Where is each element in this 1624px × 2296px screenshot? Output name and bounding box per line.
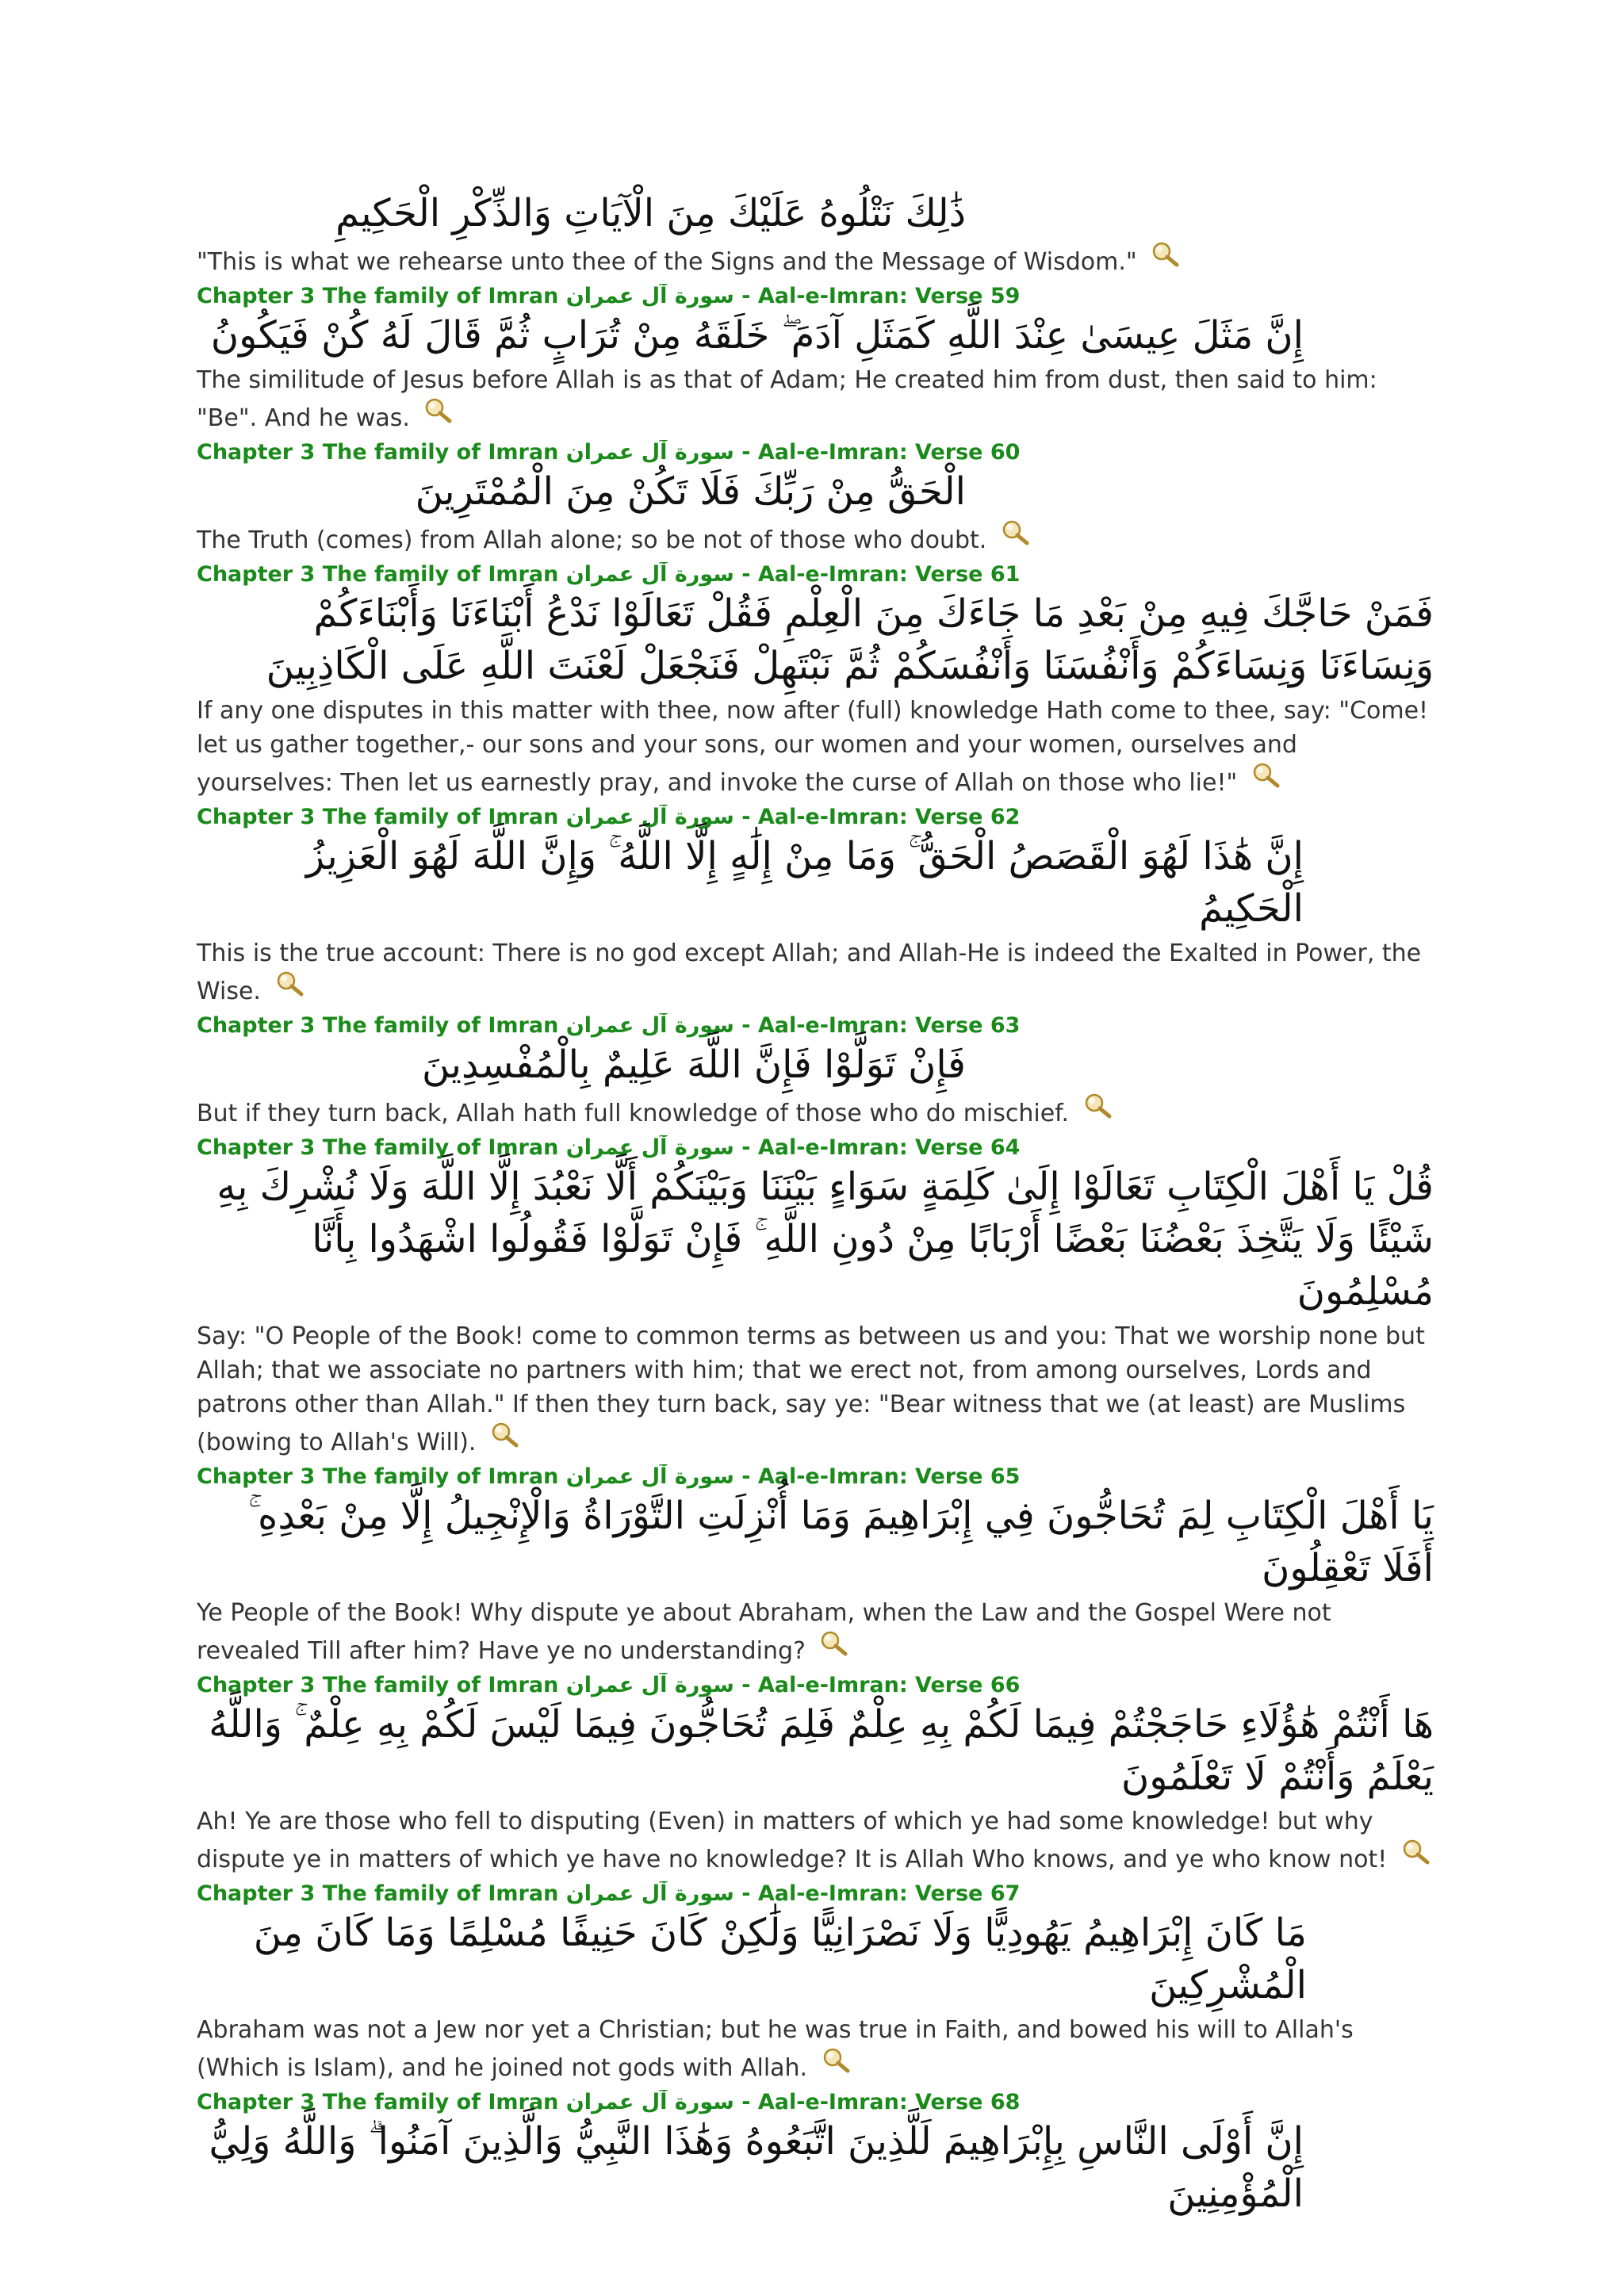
magnifier-icon[interactable] bbox=[1083, 1093, 1113, 1119]
translation-body: If any one disputes in this matter with thee, now after (full) knowledge Hath come to thee, say: "Come! let us gather together,- our sons and your sons, our women and your women, ourselves and yourselves: Then let us earnestly pray, and invoke the curse of Allah on those who lie!" bbox=[197, 697, 1429, 797]
translation-body: But if they turn back, Allah hath full knowledge of those who do mischief. bbox=[197, 1100, 1070, 1127]
arabic-verse-text: قُلْ يَا أَهْلَ الْكِتَابِ تَعَالَوْا إِلَىٰ كَلِمَةٍ سَوَاءٍ بَيْنَنَا وَبَيْنَكُمْ أَلَّا نَعْبُدَ إِلَّا اللَّهَ وَلَا نُشْرِكَ بِهِ شَيْئًا وَلَا يَتَّخِذَ بَعْضُنَا بَعْضًا أَرْبَابًا مِنْ دُونِ اللَّهِ ۚ فَإِنْ تَوَلَّوْا فَقُولُوا اشْهَدُوا بِأَنَّا مُسْلِمُونَ bbox=[216, 1165, 1434, 1314]
translation-body: Ah! Ye are those who fell to disputing (Even) in matters of which ye had some knowledge! but why dispute ye in matters of which ye have no knowledge? It is Allah Who knows, and ye who know not! bbox=[197, 1808, 1388, 1873]
surah-arabic-name: سورة آل عمران bbox=[565, 1464, 734, 1489]
arabic-verse-text: إِنَّ مَثَلَ عِيسَىٰ عِنْدَ اللَّهِ كَمَثَلِ آدَمَ ۖ خَلَقَهُ مِنْ تُرَابٍ ثُمَّ قَالَ لَهُ كُنْ فَيَكُونُ bbox=[210, 313, 1304, 358]
translation-body: This is the true account: There is no god except Allah; and Allah-He is indeed the Exalted in Power, the Wise. bbox=[197, 939, 1422, 1005]
chapter-title: Chapter 3 The family of Imran bbox=[197, 1881, 559, 1906]
magnifier-icon[interactable] bbox=[1401, 1839, 1431, 1866]
arabic-verse-text: الْحَقُّ مِنْ رَبِّكَ فَلَا تَكُنْ مِنَ الْمُمْتَرِينَ bbox=[415, 469, 966, 514]
surah-arabic-name: سورة آل عمران bbox=[565, 440, 734, 465]
translation-text bbox=[197, 936, 1434, 1008]
magnifier-icon[interactable] bbox=[423, 397, 454, 424]
verse-label: - Aal-e-Imran: Verse bbox=[741, 562, 983, 587]
chapter-title: Chapter 3 The family of Imran bbox=[197, 1013, 559, 1038]
verse-64 bbox=[197, 1135, 1434, 1460]
arabic-verse-text: مَا كَانَ إِبْرَاهِيمُ يَهُودِيًّا وَلَا نَصْرَانِيًّا وَلَٰكِنْ كَانَ حَنِيفًا مُسْلِمًا وَمَا كَانَ مِنَ الْمُشْرِكِينَ bbox=[253, 1911, 1307, 2007]
verse-number: 61 bbox=[990, 562, 1021, 587]
verse-number: 59 bbox=[990, 284, 1021, 308]
translation-text bbox=[197, 519, 1434, 557]
verse-label: - Aal-e-Imran: Verse bbox=[741, 284, 983, 308]
verse-label: - Aal-e-Imran: Verse bbox=[741, 2090, 983, 2114]
magnifier-icon[interactable] bbox=[819, 1630, 849, 1657]
verse-number: 60 bbox=[990, 440, 1021, 465]
translation-body: Say: "O People of the Book! come to common terms as between us and you: That we worship none but Allah; that we associate no partners with him; that we erect not, from among ourselves, Lords and patrons other than Allah." If then they turn back, say ye: "Bear witness that we (at least) are Muslims (bowing to Allah's Will). bbox=[197, 1322, 1425, 1456]
verse-number: 67 bbox=[990, 1881, 1021, 1906]
verse-label: - Aal-e-Imran: Verse bbox=[741, 1013, 983, 1038]
verse-60 bbox=[197, 440, 1434, 557]
surah-arabic-name: سورة آل عمران bbox=[565, 805, 734, 829]
chapter-header bbox=[197, 284, 1434, 309]
chapter-header bbox=[197, 2090, 1434, 2115]
chapter-header bbox=[197, 562, 1434, 587]
verse-67 bbox=[197, 1881, 1434, 2085]
translation-text bbox=[197, 241, 1434, 279]
magnifier-icon[interactable] bbox=[275, 970, 305, 997]
surah-arabic-name: سورة آل عمران bbox=[565, 2090, 734, 2114]
chapter-header bbox=[197, 440, 1434, 465]
verse-65 bbox=[197, 1464, 1434, 1668]
chapter-title: Chapter 3 The family of Imran bbox=[197, 1673, 559, 1697]
surah-arabic-name: سورة آل عمران bbox=[565, 1013, 734, 1038]
verse-68 bbox=[197, 2090, 1434, 2220]
verse-number: 65 bbox=[990, 1464, 1021, 1489]
verse-label: - Aal-e-Imran: Verse bbox=[741, 1135, 983, 1160]
arabic-verse-text: إِنَّ أَوْلَى النَّاسِ بِإِبْرَاهِيمَ لَلَّذِينَ اتَّبَعُوهُ وَهَٰذَا النَّبِيُّ وَالَّذِينَ آمَنُوا ۗ وَاللَّهُ وَلِيُّ الْمُؤْمِنِينَ bbox=[209, 2119, 1304, 2216]
chapter-header bbox=[197, 1135, 1434, 1161]
surah-arabic-name: سورة آل عمران bbox=[565, 562, 734, 587]
chapter-header bbox=[197, 1464, 1434, 1490]
verse-label: - Aal-e-Imran: Verse bbox=[741, 440, 983, 465]
magnifier-icon[interactable] bbox=[1001, 519, 1031, 546]
verse-62 bbox=[197, 805, 1434, 1008]
chapter-title: Chapter 3 The family of Imran bbox=[197, 2090, 559, 2114]
translation-text bbox=[197, 363, 1434, 435]
translation-body: The Truth (comes) from Allah alone; so be not of those who doubt. bbox=[197, 526, 987, 554]
chapter-title: Chapter 3 The family of Imran bbox=[197, 1464, 559, 1489]
arabic-verse-text: إِنَّ هَٰذَا لَهُوَ الْقَصَصُ الْحَقُّ ۚ وَمَا مِنْ إِلَٰهٍ إِلَّا اللَّهُ ۚ وَإِنَّ اللَّهَ لَهُوَ الْعَزِيزُ الْحَكِيمُ bbox=[305, 834, 1304, 931]
chapter-header bbox=[197, 805, 1434, 830]
verse-label: - Aal-e-Imran: Verse bbox=[741, 1673, 983, 1697]
magnifier-icon[interactable] bbox=[1251, 762, 1281, 789]
chapter-header bbox=[197, 1013, 1434, 1039]
chapter-header bbox=[197, 1673, 1434, 1698]
magnifier-icon[interactable] bbox=[1151, 241, 1181, 268]
translation-body: "This is what we rehearse unto thee of the Signs and the Message of Wisdom." bbox=[197, 248, 1137, 276]
verse-61 bbox=[197, 562, 1434, 800]
verse-59 bbox=[197, 284, 1434, 435]
arabic-verse-text: ذَٰلِكَ نَتْلُوهُ عَلَيْكَ مِنَ الْآيَاتِ وَالذِّكْرِ الْحَكِيمِ bbox=[335, 191, 966, 235]
verse-label: - Aal-e-Imran: Verse bbox=[741, 1881, 983, 1906]
arabic-verse-text: فَمَنْ حَاجَّكَ فِيهِ مِنْ بَعْدِ مَا جَاءَكَ مِنَ الْعِلْمِ فَقُلْ تَعَالَوْا نَدْعُ أَبْنَاءَنَا وَأَبْنَاءَكُمْ وَنِسَاءَنَا وَنِسَاءَكُمْ وَأَنْفُسَنَا وَأَنْفُسَكُمْ ثُمَّ نَبْتَهِلْ فَنَجْعَلْ لَعْنَتَ اللَّهِ عَلَى الْكَاذِبِينَ bbox=[266, 591, 1434, 688]
verse-58-tail bbox=[197, 187, 1434, 279]
verse-66 bbox=[197, 1673, 1434, 1877]
surah-arabic-name: سورة آل عمران bbox=[565, 1673, 734, 1697]
surah-arabic-name: سورة آل عمران bbox=[565, 1135, 734, 1160]
translation-text bbox=[197, 694, 1434, 800]
chapter-title: Chapter 3 The family of Imran bbox=[197, 562, 559, 587]
magnifier-icon[interactable] bbox=[490, 1422, 520, 1448]
chapter-header bbox=[197, 1881, 1434, 1907]
verse-label: - Aal-e-Imran: Verse bbox=[741, 1464, 983, 1489]
verse-number: 66 bbox=[990, 1673, 1021, 1697]
translation-text bbox=[197, 1319, 1434, 1460]
verse-number: 68 bbox=[990, 2090, 1021, 2114]
document-page bbox=[197, 187, 1434, 2220]
arabic-verse-text: يَا أَهْلَ الْكِتَابِ لِمَ تُحَاجُّونَ فِي إِبْرَاهِيمَ وَمَا أُنْزِلَتِ التَّوْرَاةُ وَالْإِنْجِيلُ إِلَّا مِنْ بَعْدِهِ ۚ أَفَلَا تَعْقِلُونَ bbox=[248, 1494, 1434, 1590]
arabic-verse-text: فَإِنْ تَوَلَّوْا فَإِنَّ اللَّهَ عَلِيمٌ بِالْمُفْسِدِينَ bbox=[422, 1043, 966, 1087]
translation-body: Abraham was not a Jew nor yet a Christian; but he was true in Faith, and bowed his will to Allah's (Which is Islam), and he joined not gods with Allah. bbox=[197, 2016, 1354, 2082]
magnifier-icon[interactable] bbox=[822, 2047, 852, 2074]
verse-63 bbox=[197, 1013, 1434, 1131]
translation-text bbox=[197, 1596, 1434, 1668]
translation-text bbox=[197, 1804, 1434, 1877]
verse-number: 63 bbox=[990, 1013, 1021, 1038]
verse-number: 64 bbox=[990, 1135, 1021, 1160]
translation-text bbox=[197, 2013, 1434, 2085]
verse-list bbox=[197, 284, 1434, 2220]
chapter-title: Chapter 3 The family of Imran bbox=[197, 805, 559, 829]
surah-arabic-name: سورة آل عمران bbox=[565, 284, 734, 308]
chapter-title: Chapter 3 The family of Imran bbox=[197, 1135, 559, 1160]
arabic-verse-text: هَا أَنْتُمْ هَٰؤُلَاءِ حَاجَجْتُمْ فِيمَا لَكُمْ بِهِ عِلْمٌ فَلِمَ تُحَاجُّونَ فِيمَا لَيْسَ لَكُمْ بِهِ عِلْمٌ ۚ وَاللَّهُ يَعْلَمُ وَأَنْتُمْ لَا تَعْلَمُونَ bbox=[209, 1702, 1434, 1799]
translation-text bbox=[197, 1093, 1434, 1131]
surah-arabic-name: سورة آل عمران bbox=[565, 1881, 734, 1906]
verse-label: - Aal-e-Imran: Verse bbox=[741, 805, 983, 829]
translation-body: Ye People of the Book! Why dispute ye about Abraham, when the Law and the Gospel Were not revealed Till after him? Have ye no understanding? bbox=[197, 1599, 1331, 1665]
chapter-title: Chapter 3 The family of Imran bbox=[197, 440, 559, 465]
translation-body: The similitude of Jesus before Allah is as that of Adam; He created him from dust, then said to him: "Be". And he was. bbox=[197, 366, 1377, 432]
chapter-title: Chapter 3 The family of Imran bbox=[197, 284, 559, 308]
verse-number: 62 bbox=[990, 805, 1021, 829]
